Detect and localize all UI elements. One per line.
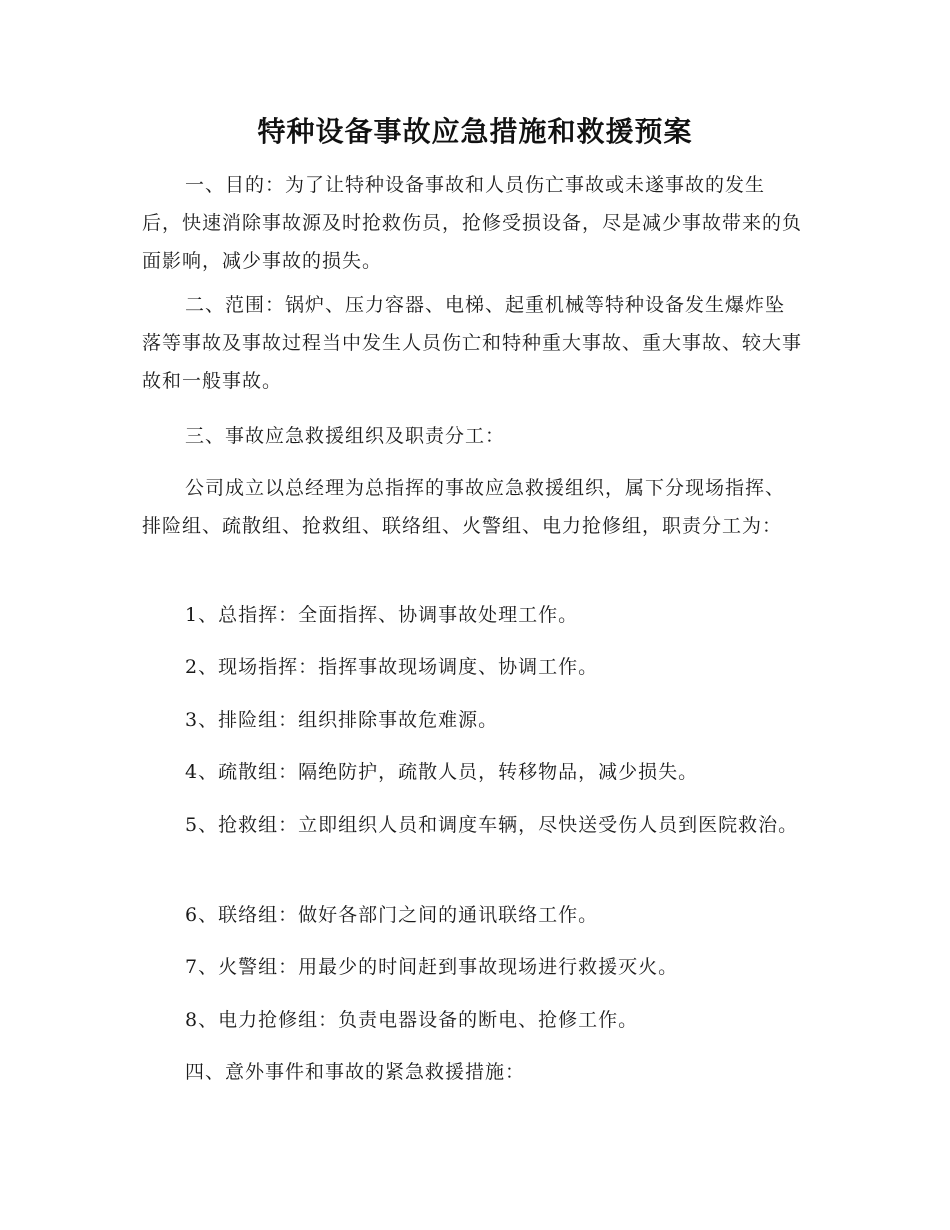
document-title: 特种设备事故应急措施和救援预案	[257, 115, 693, 148]
list-item: 5、抢救组：立即组织人员和调度车辆，尽快送受伤人员到医院救治。	[185, 814, 799, 836]
paragraph-emergency-heading: 四、意外事件和事故的紧急救援措施：	[185, 1061, 526, 1083]
paragraph-scope: 二、范围：锅炉、压力容器、电梯、起重机械等特种设备发生爆炸坠落等事故及事故过程当中发生人员伤亡和特种重大事故、重大事故、较大事故和一般事故。	[142, 294, 803, 392]
paragraph-purpose: 一、目的：为了让特种设备事故和人员伤亡事故或未遂事故的发生后，快速消除事故源及时抢救伤员，抢修受损设备，尽是减少事故带来的负面影响，减少事故的损失。	[142, 174, 803, 272]
list-item: 8、电力抢修组：负责电器设备的断电、抢修工作。	[185, 1009, 639, 1031]
list-item: 3、排险组：组织排除事故危难源。	[185, 709, 499, 731]
list-item: 2、现场指挥：指挥事故现场调度、协调工作。	[185, 656, 599, 678]
paragraph-organization-heading: 三、事故应急救援组织及职责分工：	[185, 425, 506, 447]
list-item: 4、疏散组：隔绝防护，疏散人员，转移物品，减少损失。	[185, 761, 699, 783]
paragraph-organization: 公司成立以总经理为总指挥的事故应急救援组织，属下分现场指挥、排险组、疏散组、抢救组、联络组、火警组、电力抢修组，职责分工为：	[142, 477, 786, 537]
list-item: 6、联络组：做好各部门之间的通讯联络工作。	[185, 904, 599, 926]
list-item: 7、火警组：用最少的时间赶到事故现场进行救援灭火。	[185, 956, 679, 978]
list-item: 1、总指挥：全面指挥、协调事故处理工作。	[185, 604, 579, 626]
